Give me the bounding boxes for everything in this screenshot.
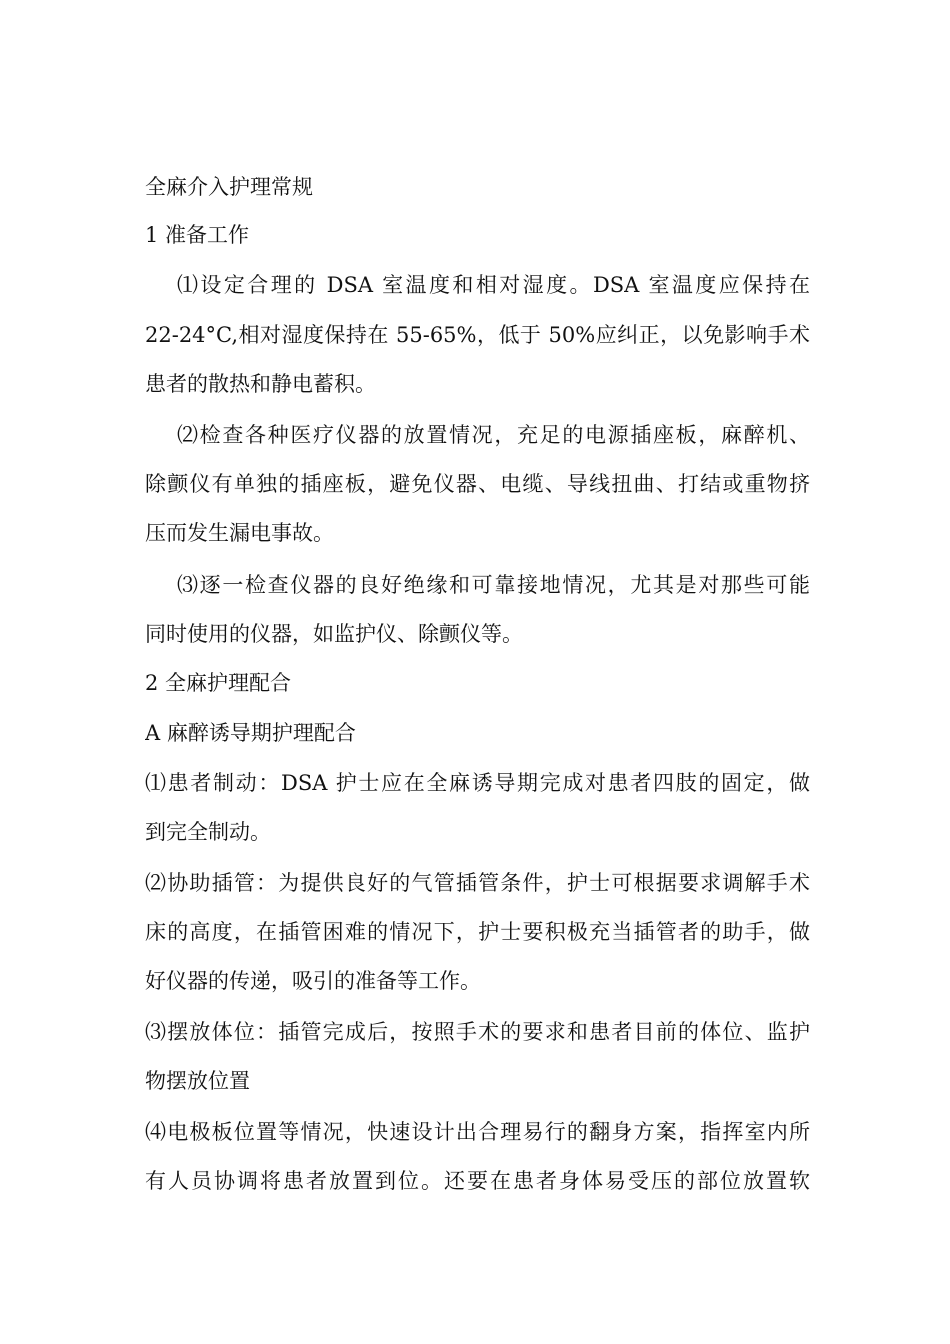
section-heading: 1 准备工作 (145, 223, 250, 247)
paragraph-line: 物摆放位置 (145, 1069, 250, 1093)
subsection-heading: A 麻醉诱导期护理配合 (145, 721, 356, 745)
paragraph-line: 患者的散热和静电蓄积。 (145, 372, 376, 396)
paragraph-line: 好仪器的传递，吸引的准备等工作。 (145, 969, 481, 993)
paragraph-line: ⑴患者制动：DSA 护士应在全麻诱导期完成对患者四肢的固定，做 (145, 771, 810, 795)
paragraph-line: 有人员协调将患者放置到位。还要在患者身体易受压的部位放置软 (145, 1169, 810, 1193)
paragraph-line: ⑶摆放体位：插管完成后，按照手术的要求和患者目前的体位、监护 (145, 1020, 810, 1044)
document-title: 全麻介入护理常规 (145, 175, 313, 199)
paragraph-line: ⑷电极板位置等情况，快速设计出合理易行的翻身方案，指挥室内所 (145, 1120, 810, 1144)
paragraph-line: 除颤仪有单独的插座板，避免仪器、电缆、导线扭曲、打结或重物挤 (145, 472, 810, 496)
paragraph-line: 22-24°C,相对湿度保持在 55-65%，低于 50%应纠正，以免影响手术 (145, 323, 810, 347)
paragraph-line: 压而发生漏电事故。 (145, 521, 334, 545)
paragraph-line: 床的高度，在插管困难的情况下，护士要积极充当插管者的助手，做 (145, 920, 810, 944)
paragraph-line: ⑵协助插管：为提供良好的气管插管条件，护士可根据要求调解手术 (145, 871, 810, 895)
paragraph-line: 同时使用的仪器，如监护仪、除颤仪等。 (145, 622, 523, 646)
paragraph-line: ⑶逐一检查仪器的良好绝缘和可靠接地情况，尤其是对那些可能 (177, 573, 810, 597)
section-heading: 2 全麻护理配合 (145, 671, 292, 695)
paragraph-line: 到完全制动。 (145, 820, 271, 844)
paragraph-line: ⑵检查各种医疗仪器的放置情况，充足的电源插座板，麻醉机、 (177, 423, 810, 447)
paragraph-line: ⑴设定合理的 DSA 室温度和相对湿度。DSA 室温度应保持在 (177, 273, 810, 297)
